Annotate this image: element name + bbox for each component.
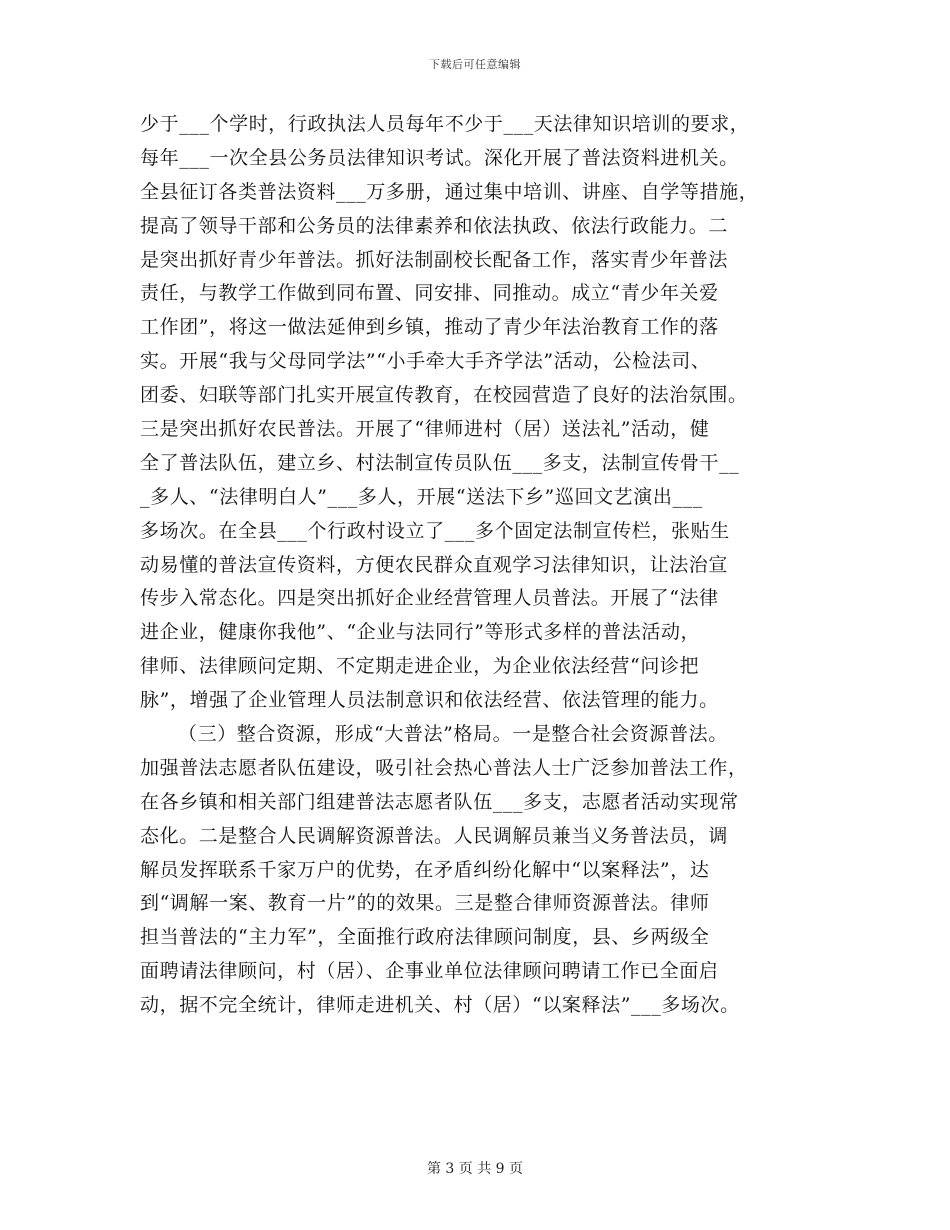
text-line: _多人、“法律明白人”___多人，开展“送法下乡”巡回文艺演出___: [140, 485, 703, 508]
text-line: 态化。二是整合人民调解资源普法。人民调解员兼当义务普法员，调: [140, 824, 729, 847]
text-line: 动，据不完全统计，律师走进机关、村（居）“以案释法”___多场次。: [140, 994, 740, 1017]
text-line: 提高了领导干部和公务员的法律素养和依法执政、依法行政能力。二: [140, 214, 729, 237]
text-line: 在各乡镇和相关部门组建普法志愿者队伍___多支，志愿者活动实现常: [140, 790, 739, 813]
text-line: 脉”，增强了企业管理人员法制意识和依法经营、依法管理的能力。: [140, 689, 719, 712]
text-line: 全了普法队伍，建立乡、村法制宣传员队伍___多支，法制宣传骨干__: [140, 451, 740, 474]
text-line: 少于___个学时，行政执法人员每年不少于___天法律知识培训的要求，: [140, 113, 750, 135]
text-line: 团委、妇联等部门扎实开展宣传教育，在校园营造了良好的法治氛围。: [140, 384, 748, 407]
text-line: 进企业，健康你我他”、“企业与法同行”等形式多样的普法活动，: [140, 621, 701, 644]
text-line: 三是突出抓好农民普法。开展了“律师进村（居）送法礼”活动，健: [140, 418, 710, 441]
text-line: 全县征订各类普法资料___万多册，通过集中培训、讲座、自学等措施，: [140, 180, 759, 203]
text-line: 多场次。在全县___个行政村设立了___多个固定法制宣传栏，张贴生: [140, 519, 730, 542]
text-line: 动易懂的普法宣传资料，方便农民群众直观学习法律知识，让法治宣: [140, 553, 729, 576]
text-line: 责任，与教学工作做到同布置、同安排、同推动。成立“青少年关爱: [140, 282, 719, 305]
document-body: [140, 108, 830, 1023]
page-number: 第 3 页 共 9 页: [426, 1161, 524, 1177]
text-line: 解员发挥联系千家万户的优势，在矛盾纠纷化解中“以案释法”，达: [140, 858, 710, 881]
text-line: 每年___一次全县公务员法律知识考试。深化开展了普法资料进机关。: [140, 146, 739, 169]
text-line: 工作团”，将这一做法延伸到乡镇，推动了青少年法治教育工作的落: [140, 316, 719, 339]
text-line: 担当普法的“主力军”，全面推行政府法律顾问制度，县、乡两级全: [140, 926, 710, 949]
paragraph-heading-line: （三）整合资源，形成“大普法”格局。一是整合社会资源普法。: [178, 723, 728, 746]
page-header-note: 下载后可任意编辑: [429, 58, 521, 71]
text-line: 律师、法律顾问定期、不定期走进企业，为企业依法经营“问诊把: [140, 655, 700, 678]
text-line: 到“调解一案、教育一片”的的效果。三是整合律师资源普法。律师: [140, 892, 710, 915]
text-line: 面聘请法律顾问，村（居）、企事业单位法律顾问聘请工作已全面启: [140, 960, 719, 983]
text-line: 实。开展“我与父母同学法”“小手牵大手齐学法”活动，公检法司、: [140, 350, 711, 373]
text-line: 传步入常态化。四是突出抓好企业经营管理人员普法。开展了“法律: [140, 587, 719, 610]
text-line: 是突出抓好青少年普法。抓好法制副校长配备工作，落实青少年普法: [140, 248, 729, 271]
text-line: 加强普法志愿者队伍建设，吸引社会热心普法人士广泛参加普法工作，: [140, 756, 748, 779]
